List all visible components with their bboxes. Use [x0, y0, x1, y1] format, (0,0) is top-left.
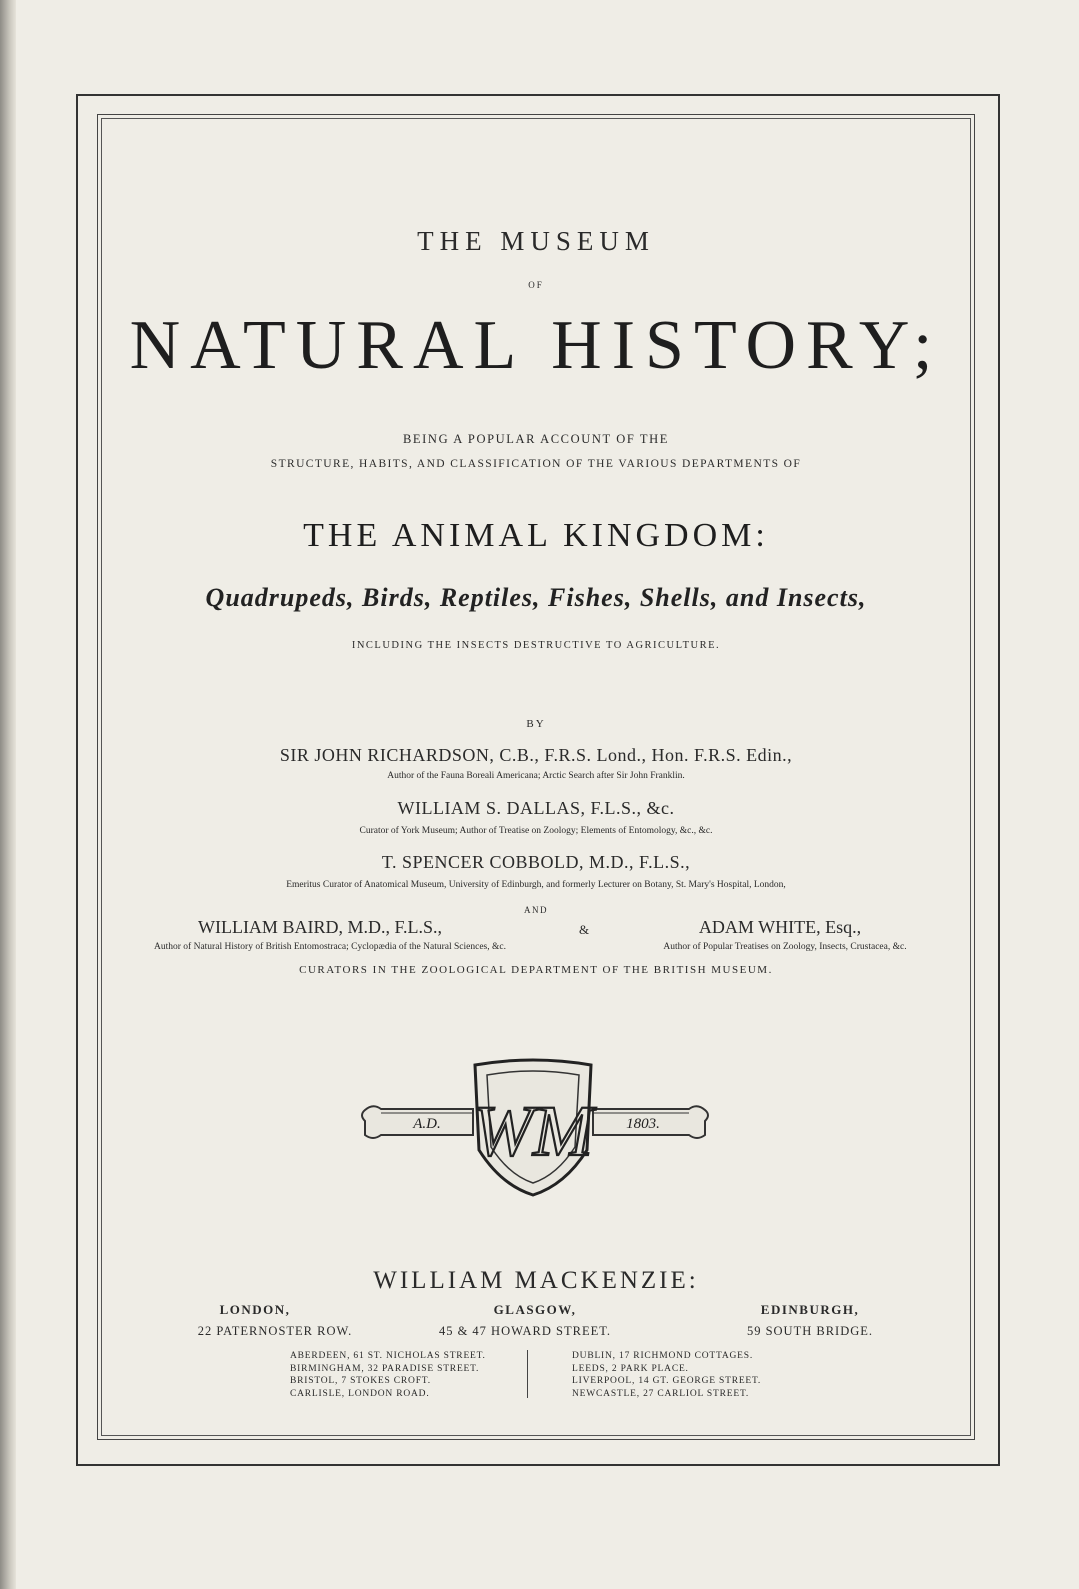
- branch-address: DUBLIN, 17 RICHMOND COTTAGES.: [572, 1351, 754, 1361]
- branch-address: LIVERPOOL, 14 GT. GEORGE STREET.: [572, 1376, 762, 1386]
- emblem-monogram: WM: [473, 1091, 593, 1171]
- address-edinburgh: 59 SOUTH BRIDGE.: [746, 1324, 874, 1338]
- branch-divider: [527, 1350, 528, 1398]
- author-name: WILLIAM S. DALLAS, F.L.S., &c.: [397, 798, 675, 818]
- author-name: T. SPENCER COBBOLD, M.D., F.L.S.,: [381, 852, 691, 872]
- main-title: NATURAL HISTORY;: [129, 307, 943, 384]
- publisher-name: WILLIAM MACKENZIE:: [373, 1267, 699, 1294]
- author-name: WILLIAM BAIRD, M.D., F.L.S.,: [197, 917, 443, 937]
- branch-address: CARLISLE, LONDON ROAD.: [290, 1388, 430, 1399]
- branch-address: ABERDEEN, 61 ST. NICHOLAS STREET.: [290, 1351, 486, 1361]
- branch-address: NEWCASTLE, 27 CARLIOL STREET.: [572, 1388, 750, 1399]
- branches-right: [572, 1350, 761, 1400]
- author-description: Emeritus Curator of Anatomical Museum, University of Edinburgh, and formerly Lecturer on Botany, St. Mary's Hospital, London,: [286, 880, 786, 890]
- branch-address: BRISTOL, 7 STOKES CROFT.: [290, 1376, 431, 1386]
- kingdom-heading: THE ANIMAL KINGDOM:: [303, 517, 769, 554]
- publisher-emblem: [355, 1055, 715, 1200]
- branch-address: LEEDS, 2 PARK PLACE.: [572, 1363, 689, 1374]
- including-line: INCLUDING THE INSECTS DESTRUCTIVE TO AGRICULTURE.: [351, 640, 721, 651]
- author-name: SIR JOHN RICHARDSON, C.B., F.R.S. Lond., Hon. F.R.S. Edin.,: [279, 745, 793, 765]
- and-label: AND: [524, 905, 548, 915]
- curators-line: CURATORS IN THE ZOOLOGICAL DEPARTMENT OF THE BRITISH MUSEUM.: [299, 964, 773, 976]
- ampersand: &: [578, 922, 590, 937]
- address-london: 22 PATERNOSTER ROW.: [197, 1324, 353, 1338]
- branches-left: [290, 1350, 486, 1400]
- book-spine-edge: [0, 0, 16, 1589]
- subtitle-line-2: STRUCTURE, HABITS, AND CLASSIFICATION OF THE VARIOUS DEPARTMENTS OF: [270, 458, 802, 470]
- author-name: ADAM WHITE, Esq.,: [698, 917, 862, 937]
- emblem-left-label: A.D.: [413, 1116, 441, 1132]
- author-description: Author of Natural History of British Entomostraca; Cyclopædia of the Natural Sciences, &c.: [154, 942, 506, 952]
- title-of: OF: [528, 280, 544, 290]
- city-edinburgh: EDINBURGH,: [760, 1302, 860, 1317]
- address-glasgow: 45 & 47 HOWARD STREET.: [438, 1324, 612, 1338]
- author-description: Curator of York Museum; Author of Treatise on Zoology; Elements of Entomology, &c., &c.: [359, 826, 713, 836]
- subtitle-line-1: BEING A POPULAR ACCOUNT OF THE: [403, 432, 669, 446]
- animal-groups: Quadrupeds, Birds, Reptiles, Fishes, Shells, and Insects,: [205, 583, 867, 612]
- branch-address: BIRMINGHAM, 32 PARADISE STREET.: [290, 1363, 480, 1374]
- emblem-right-label: 1803.: [626, 1116, 660, 1132]
- city-london: LONDON,: [219, 1302, 291, 1317]
- city-glasgow: GLASGOW,: [493, 1302, 577, 1317]
- author-description: Author of Popular Treatises on Zoology, Insects, Crustacea, &c.: [663, 942, 907, 952]
- author-description: Author of the Fauna Boreali Americana; Arctic Search after Sir John Franklin.: [387, 771, 685, 781]
- by-label: BY: [526, 718, 546, 730]
- title-line-1: THE MUSEUM: [417, 226, 655, 256]
